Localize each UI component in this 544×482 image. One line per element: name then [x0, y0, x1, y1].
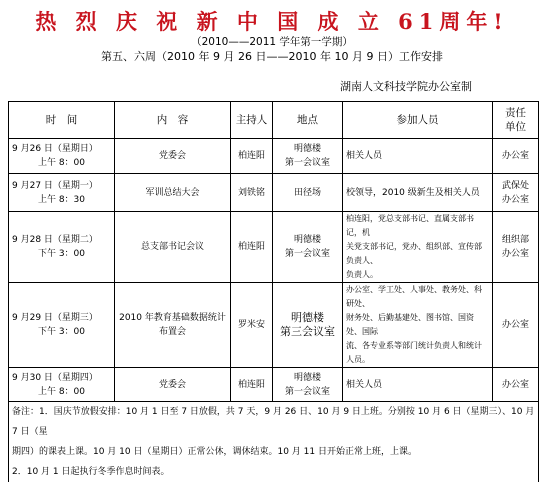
- cell-attendees: 校领导，2010 级新生及相关人员: [343, 174, 493, 212]
- col-host: 主持人: [231, 102, 273, 139]
- cell-time: 9 月30 日（星期四） 上午 8：00: [9, 368, 115, 402]
- cell-attendees: 相关人员: [343, 368, 493, 402]
- office-label: 湖南人文科技学院办公室制: [340, 78, 472, 94]
- note-line-1: 备注：1．国庆节放假安排：10 月 1 日至 7 日放假，共 7 天，9 月 26 日、10 月 9 日上班。分别按 10 月 6 日（星期三）、10 月 7 日（星: [12, 402, 535, 442]
- table-row: [9, 139, 539, 174]
- cell-host: 罗米安: [231, 283, 273, 368]
- col-place: 地点: [273, 102, 343, 139]
- cell-host: 刘铁铭: [231, 174, 273, 212]
- cell-time: 9 月27 日（星期一） 上午 8：30: [9, 174, 115, 212]
- cell-content: 2010 年教育基础数据统计 布置会: [115, 283, 231, 368]
- cell-content: 党委会: [115, 368, 231, 402]
- term-subtitle: （2010——2011 学年第一学期）: [0, 34, 544, 49]
- cell-place: 明德楼 第一会议室: [273, 368, 343, 402]
- col-unit: 责任 单位: [493, 102, 539, 139]
- cell-attendees: 相关人员: [343, 139, 493, 174]
- cell-unit: 办公室: [493, 368, 539, 402]
- cell-content: 军训总结大会: [115, 174, 231, 212]
- cell-unit: 办公室: [493, 139, 539, 174]
- cell-host: 柏连阳: [231, 139, 273, 174]
- notes-row: [9, 402, 539, 482]
- cell-time: 9 月26 日（星期日） 上午 8：00: [9, 139, 115, 174]
- cell-place: 明德楼 第一会议室: [273, 212, 343, 283]
- table-row: [9, 212, 539, 283]
- cell-time: 9 月29 日（星期三） 下午 3：00: [9, 283, 115, 368]
- col-time: 时 间: [9, 102, 115, 139]
- cell-unit: 办公室: [493, 283, 539, 368]
- cell-content: 总支部书记会议: [115, 212, 231, 283]
- cell-place: 明德楼 第三会议室: [273, 283, 343, 368]
- schedule-table: [8, 101, 539, 482]
- cell-place: 田径场: [273, 174, 343, 212]
- cell-host: 柏连阳: [231, 212, 273, 283]
- cell-attendees: 柏连阳，党总支部书记、直属支部书记，机 关党支部书记，党办、组织部、宣传部负责人、 负责人。: [343, 212, 493, 283]
- note-line-3: 2．10 月 1 日起执行冬季作息时间表。: [12, 462, 535, 482]
- cell-host: 柏连阳: [231, 368, 273, 402]
- cell-unit: 组织部 办公室: [493, 212, 539, 283]
- page-title: 热 烈 庆 祝 新 中 国 成 立 61周年!: [0, 6, 544, 36]
- cell-content: 党委会: [115, 139, 231, 174]
- col-content: 内 容: [115, 102, 231, 139]
- notes-cell: [9, 402, 539, 482]
- table-row: [9, 283, 539, 368]
- cell-place: 明德楼 第一会议室: [273, 139, 343, 174]
- cell-attendees: 办公室、学工处、人事处、教务处、科研处、 财务处、后勤基建处、图书馆、国资处、国际 流、各专业系等部门统计负责人和统计人员。: [343, 283, 493, 368]
- cell-time: 9 月28 日（星期二） 下午 3：00: [9, 212, 115, 283]
- note-line-2: 期四）的课表上课。10 月 10 日（星期日）正常公休，调休结束。10 月 11 日开始正常上班，上课。: [12, 442, 535, 462]
- cell-unit: 武保处 办公室: [493, 174, 539, 212]
- table-row: [9, 174, 539, 212]
- table-row: [9, 368, 539, 402]
- week-subtitle: 第五、六周（2010 年 9 月 26 日——2010 年 10 月 9 日）工作安排: [0, 48, 544, 64]
- table-header-row: [9, 102, 539, 139]
- col-attendees: 参加人员: [343, 102, 493, 139]
